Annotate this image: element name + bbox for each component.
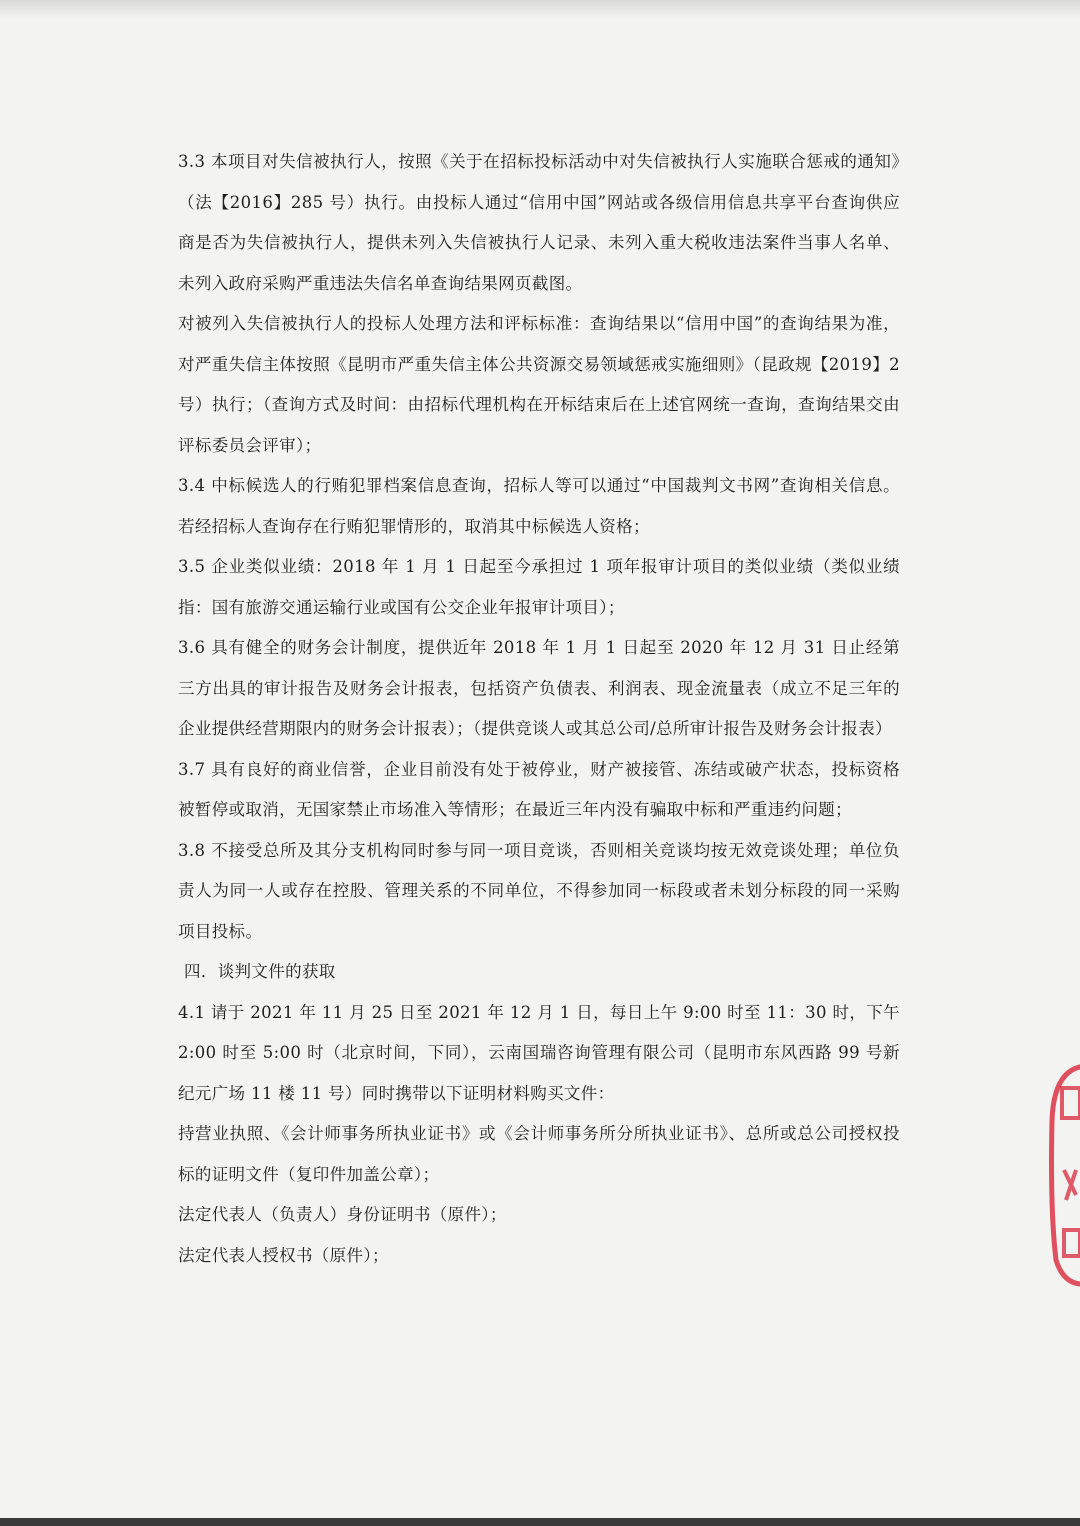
scan-edge-top <box>0 0 1080 18</box>
requirement-id-certificate: 法定代表人（负责人）身份证明书（原件）； <box>178 1205 507 1224</box>
clause-3-3-standard: 对被列入失信被执行人的投标人处理方法和评标标准：查询结果以“信用中国”的查询结果为准，对严重失信主体按照《昆明市严重失信主体公共资源交易领域惩戒实施细则》（昆政规【2019】2 号）执行；（查询方式及时间：由招标代理机构在开标结束后在上述官网统一查询，查询结果交由评标委员会评审）； <box>178 314 900 455</box>
clause-4-1: 4.1 请于 2021 年 11 月 25 日至 2021 年 12 月 1 日，每日上午 9:00 时至 11：30 时，下午 2:00 时至 5:00 时（北京时间，下同），云南国瑞咨询管理有限公司（昆明市东风西路 99 号新纪元广场 11 楼 11 号）同时携带以下证明材料购买文件： <box>178 1002 900 1103</box>
requirement-authorization: 法定代表人授权书（原件）； <box>178 1245 389 1265</box>
clause-3-5: 3.5 企业类似业绩：2018 年 1 月 1 日起至今承担过 1 项年报审计项目的类似业绩（类似业绩指：国有旅游交通运输行业或国有公交企业年报审计项目）； <box>178 557 900 617</box>
section-heading: 四．谈判文件的获取 <box>184 962 336 981</box>
clause-3-7: 3.7 具有良好的商业信誉，企业目前没有处于被停业，财产被接管、冻结或破产状态，投标资格被暂停或取消，无国家禁止市场准入等情形；在最近三年内没有骗取中标和严重违约问题； <box>178 759 900 819</box>
scan-edge-bottom <box>0 1518 1080 1526</box>
clause-3-8: 3.8 不接受总所及其分支机构同时参与同一项目竞谈，否则相关竞谈均按无效竞谈处理；单位负责人为同一人或存在控股、管理关系的不同单位，不得参加同一标段或者未划分标段的同一采购项目投标。 <box>178 840 900 941</box>
clause-3-3: 3.3 本项目对失信被执行人，按照《关于在招标投标活动中对失信被执行人实施联合惩戒的通知》（法【2016】285 号）执行。由投标人通过“信用中国”网站或各级信用信息共享平台查询供应商是否为失信被执行人，提供未列入失信被执行人记录、未列入重大税收违法案件当事人名单、未列入政府采购严重违法失信名单查询结果网页截图。 <box>178 152 900 293</box>
clause-3-6: 3.6 具有健全的财务会计制度，提供近年 2018 年 1 月 1 日起至 2020 年 12 月 31 日止经第三方出具的审计报告及财务会计报表，包括资产负债表、利润表、现金流量表（成立不足三年的企业提供经营期限内的财务会计报表）；（提供竞谈人或其总公司/总所审计报告及财务会计报表） <box>178 638 900 738</box>
requirement-license: 持营业执照、《会计师事务所执业证书》或《会计师事务所分所执业证书》、总所或总公司授权投标的证明文件（复印件加盖公章）； <box>178 1124 900 1184</box>
red-seal-stamp <box>1046 1060 1080 1290</box>
document-body <box>178 142 900 1276</box>
clause-3-4: 3.4 中标候选人的行贿犯罪档案信息查询，招标人等可以通过“中国裁判文书网”查询相关信息。若经招标人查询存在行贿犯罪情形的，取消其中标候选人资格； <box>178 476 900 536</box>
